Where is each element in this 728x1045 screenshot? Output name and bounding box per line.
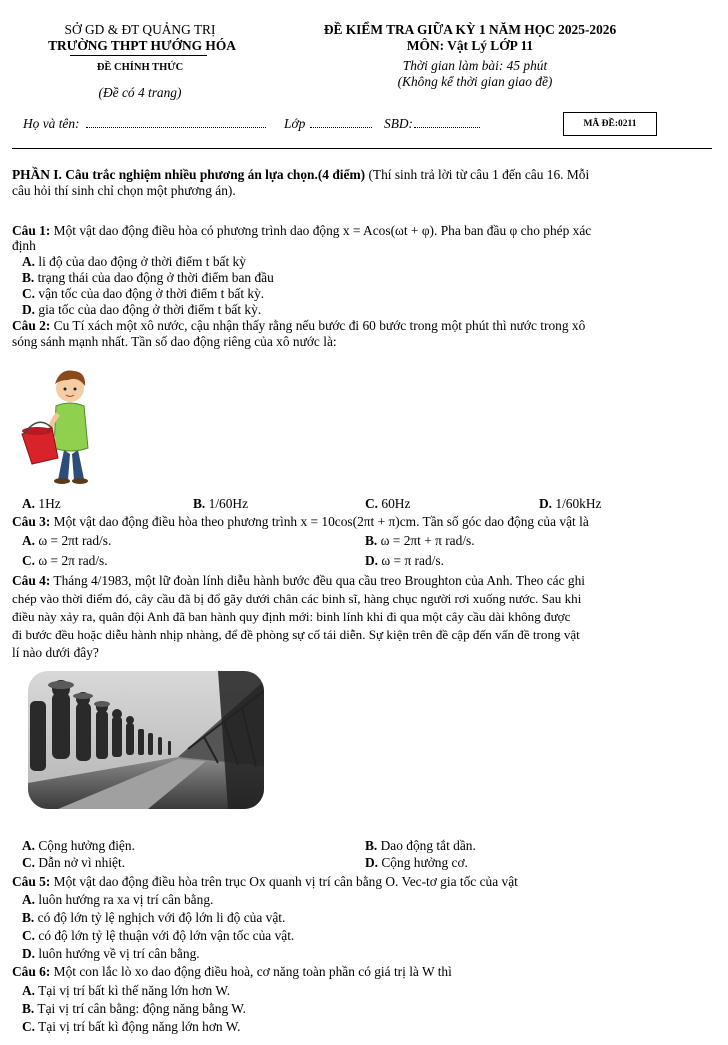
option-text: ω = 2πt rad/s.: [35, 533, 112, 548]
option-text: luôn hướng ra xa vị trí cân bằng.: [35, 892, 214, 907]
q5-text: Một vật dao động điều hòa trên trục Ox quanh vị trí cân bằng O. Vec-tơ gia tốc của vật: [50, 874, 518, 889]
q2-option-c[interactable]: [365, 496, 410, 512]
q5-stem: [12, 874, 714, 890]
q3-option-d[interactable]: [365, 553, 444, 569]
q4-option-b[interactable]: [365, 838, 476, 854]
option-key: C.: [22, 1019, 36, 1034]
name-label: Họ và tên:: [23, 116, 80, 131]
option-text: ω = π rad/s.: [378, 553, 444, 568]
subject-title: MÔN: Vật Lý LỚP 11: [406, 38, 534, 53]
option-text: Tại vị trí bất kì động năng lớn hơn W.: [35, 1019, 241, 1034]
option-key: D.: [539, 496, 553, 511]
option-text: gia tốc của dao động ở thời điểm t bất kỳ.: [35, 302, 262, 317]
official-label: ĐỀ CHÍNH THỨC: [96, 62, 184, 73]
q3-option-a[interactable]: [22, 533, 111, 549]
option-text: có độ lớn tỷ lệ thuận với độ lớn vận tốc của vật.: [35, 928, 295, 943]
q4-stem: [12, 573, 714, 589]
page-count: (Đề có 4 trang): [98, 85, 182, 100]
q2-stem: [12, 318, 714, 334]
exam-title: ĐỀ KIỂM TRA GIỮA KỲ 1 NĂM HỌC 2025-2026: [323, 22, 617, 37]
q6-option-c[interactable]: [22, 1019, 724, 1035]
q4-option-d[interactable]: [365, 855, 468, 871]
q4-stem-line2: chép vào thời điểm đó, cây cầu đã bị đổ gãy dưới chân các binh sĩ, hàng chục người rơi xuống nước. Sau khi: [12, 591, 582, 606]
option-key: A.: [22, 254, 36, 269]
q4-stem-line5: lí nào dưới đây?: [12, 645, 99, 660]
q1-option-b[interactable]: [22, 270, 724, 286]
q4-stem-line4: đi bước đều hoặc diễu hành nhịp nhàng, để đề phòng sự cố tái diễn. Sự kiện trên đề cập đến vấn đề trong vật: [12, 627, 580, 642]
option-text: có độ lớn tỷ lệ nghịch với độ lớn li độ của vật.: [34, 910, 286, 925]
option-text: ω = 2π rad/s.: [35, 553, 108, 568]
q5-option-d[interactable]: [22, 946, 724, 962]
option-key: B.: [22, 270, 35, 285]
option-key: C.: [22, 553, 36, 568]
q1-option-d[interactable]: [22, 302, 724, 318]
option-key: A.: [22, 838, 36, 853]
part1-heading: [12, 167, 714, 183]
option-text: 1Hz: [35, 496, 61, 511]
q3-text: Một vật dao động điều hòa theo phương trình x = 10cos(2πt + π)cm. Tần số góc dao động của vật là: [50, 514, 589, 529]
option-text: Dao động tắt dần.: [377, 838, 476, 853]
option-key: D.: [22, 302, 36, 317]
q4-option-c[interactable]: [22, 855, 125, 871]
school-name: TRƯỜNG THPT HƯỚNG HÓA: [48, 38, 236, 53]
option-key: A.: [22, 892, 36, 907]
q5-option-b[interactable]: [22, 910, 724, 926]
q1-stem-cont: định: [12, 238, 36, 253]
q1-text: Một vật dao động điều hòa có phương trình dao động x = Acos(ωt + φ). Pha ban đầu φ cho phép xác: [50, 223, 592, 238]
option-key: B.: [365, 838, 378, 853]
exam-code-box: MÃ ĐỀ:0211: [563, 112, 657, 136]
option-text: luôn hướng về vị trí cân bằng.: [35, 946, 200, 961]
q6-stem: [12, 964, 714, 980]
option-text: Tại vị trí bất kì thế năng lớn hơn W.: [35, 983, 231, 998]
part1-instruction-cont: câu hỏi thí sinh chỉ chọn một phương án).: [12, 183, 236, 198]
q2-text: Cu Tí xách một xô nước, cậu nhận thấy rằng nếu bước đi 60 bước trong một phút thì nước trong xô: [50, 318, 586, 333]
option-text: Cộng hưởng cơ.: [378, 855, 468, 870]
q1-option-c[interactable]: [22, 286, 724, 302]
option-key: A.: [22, 533, 36, 548]
option-text: Tại vị trí cân bằng: động năng bằng W.: [34, 1001, 247, 1016]
q2-option-b[interactable]: [193, 496, 248, 512]
option-key: C.: [22, 928, 36, 943]
option-key: A.: [22, 983, 36, 998]
option-text: ω = 2πt + π rad/s.: [377, 533, 475, 548]
option-key: D.: [365, 553, 379, 568]
q3-stem: [12, 514, 714, 530]
option-text: 1/60kHz: [552, 496, 602, 511]
boy-bucket-illustration: [18, 362, 118, 486]
q4-text: Tháng 4/1983, một lữ đoàn lính diễu hành bước đều qua cầu treo Broughton của Anh. Theo các ghi: [50, 573, 585, 588]
option-text: 60Hz: [378, 496, 411, 511]
q1-label: Câu 1:: [12, 223, 51, 238]
q6-label: Câu 6:: [12, 964, 51, 979]
part1-title: PHẦN I. Câu trắc nghiệm nhiều phương án lựa chọn.(4 điểm): [12, 167, 366, 182]
q2-label: Câu 2:: [12, 318, 51, 333]
option-text: Dẫn nở vì nhiệt.: [35, 855, 126, 870]
option-key: B.: [22, 910, 35, 925]
q1-stem: [12, 223, 714, 239]
option-key: C.: [22, 855, 36, 870]
q1-option-a[interactable]: [22, 254, 724, 270]
q3-option-b[interactable]: [365, 533, 475, 549]
soldiers-bridge-photo: [28, 671, 264, 809]
q4-stem-line3: điều này xảy ra, quân đội Anh đã ban hành quy định mới: binh lính khi đi qua một cây cầu dài không được: [12, 609, 571, 624]
name-field[interactable]: [86, 127, 266, 128]
q3-option-c[interactable]: [22, 553, 108, 569]
q2-option-d[interactable]: [539, 496, 602, 512]
class-label: Lớp: [284, 116, 306, 131]
option-key: B.: [365, 533, 378, 548]
q6-option-b[interactable]: [22, 1001, 724, 1017]
option-key: C.: [365, 496, 379, 511]
q5-option-c[interactable]: [22, 928, 724, 944]
q5-option-a[interactable]: [22, 892, 724, 908]
option-key: A.: [22, 496, 36, 511]
option-text: trạng thái của dao động ở thời điểm ban đầu: [34, 270, 274, 285]
q6-option-a[interactable]: [22, 983, 724, 999]
duration-note: (Không kể thời gian giao đề): [397, 74, 553, 89]
exam-duration: Thời gian làm bài: 45 phút: [402, 58, 548, 73]
option-key: D.: [22, 946, 36, 961]
part1-instruction: (Thí sinh trả lời từ câu 1 đến câu 16. Mỗi: [365, 167, 590, 182]
option-text: li độ của dao động ở thời điểm t bất kỳ: [35, 254, 246, 269]
option-key: C.: [22, 286, 36, 301]
q6-text: Một con lắc lò xo dao động điều hoà, cơ năng toàn phần có giá trị là W thì: [50, 964, 452, 979]
option-key: B.: [193, 496, 206, 511]
header-divider: [12, 148, 712, 149]
sbd-label: SBD:: [384, 116, 414, 131]
option-key: D.: [365, 855, 379, 870]
q2-stem-cont: sóng sánh mạnh nhất. Tần số dao động riêng của xô nước là:: [12, 334, 337, 349]
q5-label: Câu 5:: [12, 874, 51, 889]
option-key: B.: [22, 1001, 35, 1016]
q3-label: Câu 3:: [12, 514, 51, 529]
option-text: vận tốc của dao động ở thời điểm t bất kỳ.: [35, 286, 265, 301]
q2-option-a[interactable]: [22, 496, 61, 512]
sbd-field[interactable]: [414, 127, 480, 128]
option-text: Cộng hưởng điện.: [35, 838, 135, 853]
q4-label: Câu 4:: [12, 573, 51, 588]
class-field[interactable]: [310, 127, 372, 128]
school-underline: [70, 55, 207, 56]
option-text: 1/60Hz: [205, 496, 249, 511]
q4-option-a[interactable]: [22, 838, 135, 854]
dept-name: SỞ GD & ĐT QUẢNG TRỊ: [64, 22, 216, 37]
